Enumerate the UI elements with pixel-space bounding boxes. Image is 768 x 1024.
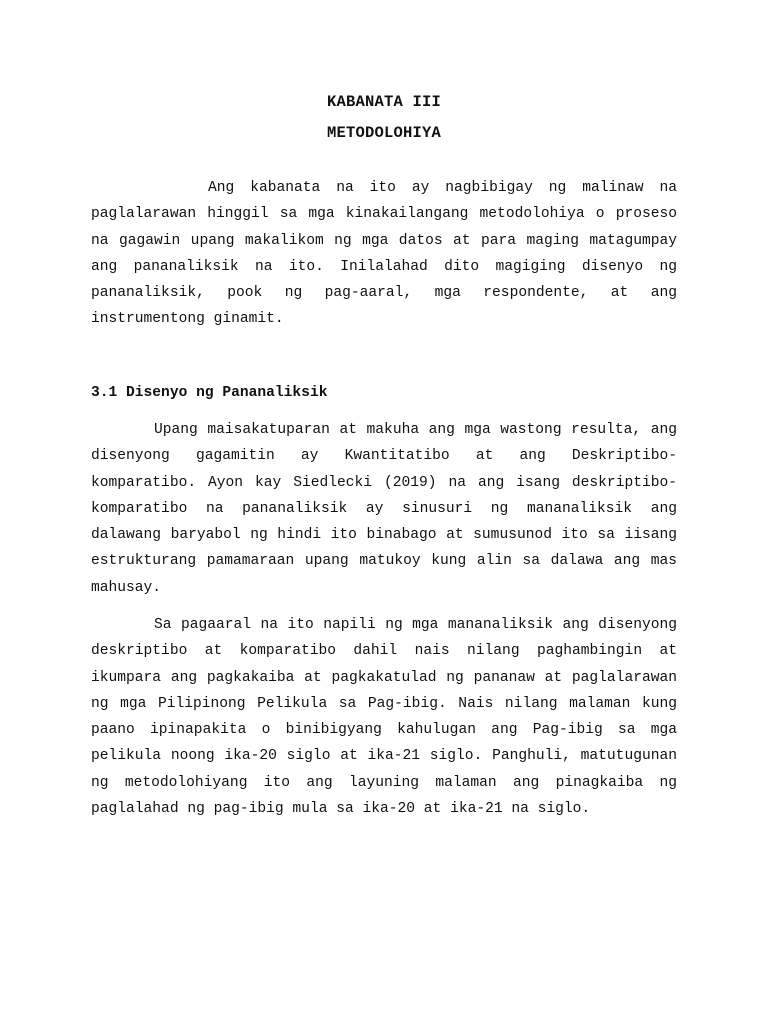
intro-paragraph: Ang kabanata na ito ay nagbibigay ng malinaw na paglalarawan hinggil sa mga kinakailangang metodolohiya o proseso na gagawin upang makalikom ng mga datos at para maging matagumpay ang pananaliksik na ito. Inilalahad dito magiging disenyo ng pananaliksik, pook ng pag-aaral, mga respondente, at ang instrumentong ginamit. <box>91 180 677 328</box>
section-heading: 3.1 Disenyo ng Pananaliksik <box>91 385 328 401</box>
chapter-subtitle: METODOLOHIYA <box>326 124 442 142</box>
section-paragraph-1: Upang maisakatuparan at makuha ang mga wastong resulta, ang disenyong gagamitin ay Kwantitatibo at ang Deskriptibo-komparatibo. Ayon kay Siedlecki (2019) na ang isang deskriptibo-komparatibo na pananaliksik ay sinusuri ng mananaliksik ang dalawang baryabol ng hindi ito binabago at sumusunod ito sa iisang estrukturang pamamaraan upang matukoy kung alin sa dalawa ang mas mahusay. <box>91 422 677 596</box>
section-paragraph-2: Sa pagaaral na ito napili ng mga mananaliksik ang disenyong deskriptibo at komparatibo dahil nais nilang paghambingin at ikumpara ang pagkakaiba at pagkakatulad ng pananaw at paglalarawan ng mga Pilipinong Pelikula sa Pag-ibig. Nais nilang malaman kung paano ipinapakita o binibigyang kahulugan ang Pag-ibig sa mga pelikula noong ika-20 siglo at ika-21 siglo. Panghuli, matutugunan ng metodolohiyang ito ang layuning malaman ang pinagkaiba ng paglalahad ng pag-ibig mula sa ika-20 at ika-21 na siglo. <box>91 617 677 818</box>
chapter-title: KABANATA III <box>326 93 442 111</box>
